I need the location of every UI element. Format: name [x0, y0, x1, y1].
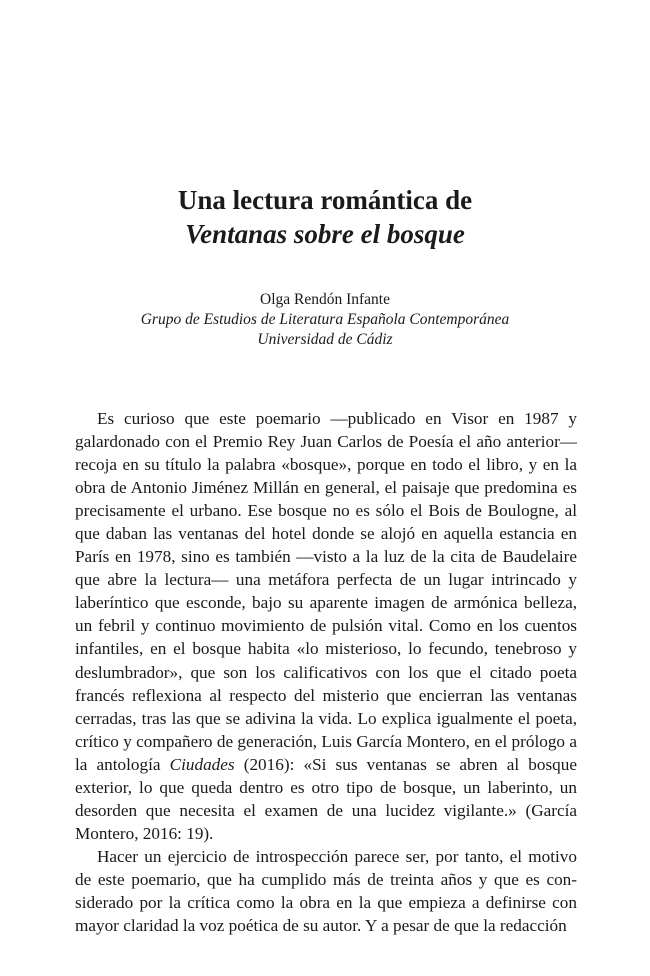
author-block: [0, 290, 650, 350]
author-name: Olga Rendón Infante: [260, 291, 390, 308]
paragraph-2: Hacer un ejercicio de introspección parece ser, por tanto, el motivo de este poemario, que ha cumplido más de treinta años y que es considerado por la crítica como la obra en la que empieza a definirse con mayor claridad la voz poética de su autor. Y a pesar de que la redacción: [75, 846, 577, 936]
author-university: Universidad de Cádiz: [257, 331, 393, 348]
author-group: Grupo de Estudios de Literatura Española Contemporánea: [140, 311, 510, 328]
body-text: [75, 407, 577, 937]
paragraph-1: [75, 407, 577, 845]
title-line-1: Una lectura romántica de: [177, 185, 473, 215]
book-title-ciudades: Ciudades: [169, 754, 235, 774]
article-title: [0, 183, 650, 251]
paragraph-1-part-1: Es curioso que este poemario —publicado en Visor en 1987 y galardonado con el Premio Rey Juan Carlos de Poesía el año anterior— recoja en su título la palabra «bosque», porque en todo el libro, y en la obra de Antonio Jiménez Millán en general, el paisaje que predomina es precisamente el urbano. Ese bosque no es sólo el Bois de Boulogne, al que daban las ventanas del hotel donde se alojó en aquella estancia en París en 1978, sino es también —visto a la luz de la cita de Baudelaire que abre la lectura— una metáfora perfecta de un lugar intrincado y laberíntico que esconde, bajo su aparente imagen de armónica belleza, un febril y continuo movimiento de pulsión vital. Como en los cuentos infantiles, en el bosque habita «lo misterioso, lo fecundo, tenebroso y deslumbrador», que son los calificativos con los que el citado poeta francés reflexiona al respecto del misterio que encierran las ventanas cerradas, tras las que se adivina la vida. Lo explica igualmente el poeta, crítico y compañero de generación, Luis García Montero, en el prólogo a la antología: [75, 409, 577, 774]
title-line-2: Ventanas sobre el bosque: [185, 219, 465, 249]
paragraph-1-part-2: (2016): «Si sus ventanas se abren al bosque exterior, lo que queda dentro es otro tipo de bosque, un laberinto, un desorden que necesita el examen de una lucidez vigilante.» (García Montero, 2016: 19).: [75, 754, 577, 843]
